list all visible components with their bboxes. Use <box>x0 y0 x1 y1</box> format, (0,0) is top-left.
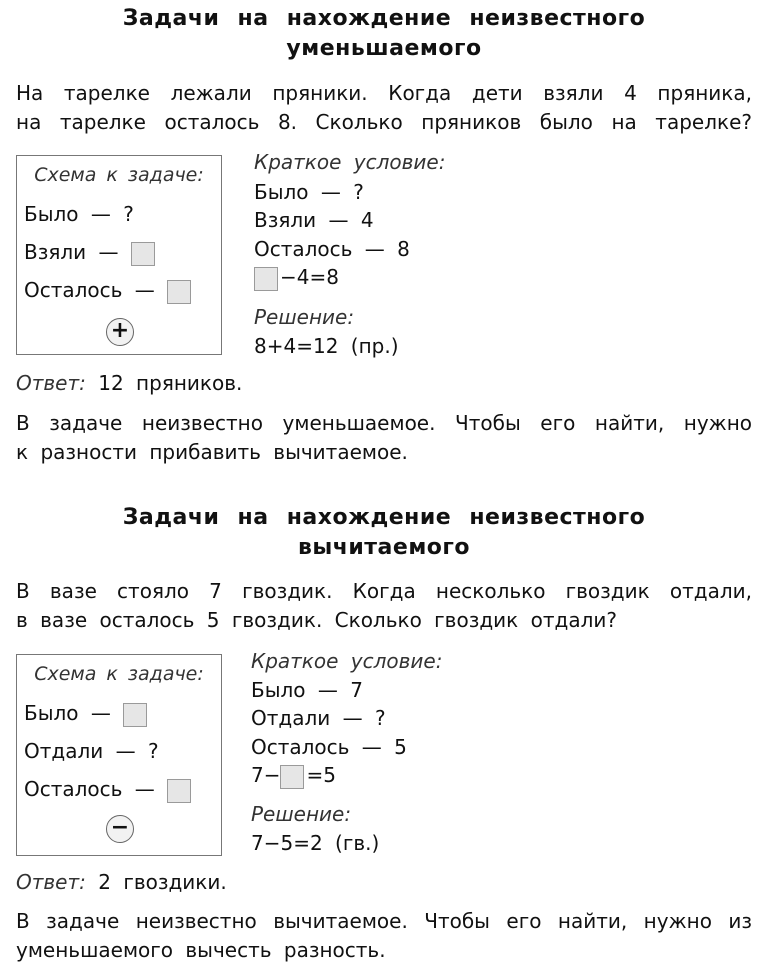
section2-title <box>0 503 768 563</box>
section2-scheme-row-was: Было — <box>24 701 147 727</box>
section1-rule-line2: к разности прибавить вычитаемое. <box>16 440 408 464</box>
unknown-square <box>131 242 155 266</box>
section1-rule-line1: В задаче неизвестно уменьшаемое. Чтобы его найти, нужно <box>16 411 752 435</box>
section2-rule <box>16 907 752 965</box>
section2-scheme-box <box>16 654 222 856</box>
section1-short-line1: Было — ? <box>254 180 364 204</box>
section1-problem-line2: на тарелке осталось 8. Сколько пряников было на тарелке? <box>16 110 752 134</box>
section2-scheme-row-left: Осталось — <box>24 777 191 803</box>
section2-rule-line2: уменьшаемого вычесть разность. <box>16 938 386 962</box>
unknown-square <box>167 779 191 803</box>
unknown-square <box>123 703 147 727</box>
section1-equation: −4=8 <box>254 265 339 291</box>
section2-short-line1: Было — 7 <box>251 678 363 702</box>
section1-problem <box>16 79 752 137</box>
minus-icon: − <box>106 815 134 843</box>
section1-problem-line1: На тарелке лежали пряники. Когда дети взяли 4 пряника, <box>16 81 752 105</box>
plus-icon: + <box>106 318 134 346</box>
section1-rule <box>16 409 752 467</box>
section2-problem-line1: В вазе стояло 7 гвоздик. Когда несколько гвоздик отдали, <box>16 579 752 603</box>
section1-solution-line: 8+4=12 (пр.) <box>254 334 399 358</box>
unknown-square <box>167 280 191 304</box>
section1-title <box>0 4 768 64</box>
section2-short-title: Краткое условие: <box>251 649 443 673</box>
section2-short-line3: Осталось — 5 <box>251 735 407 759</box>
section2-problem-line2: в вазе осталось 5 гвоздик. Сколько гвоздик отдали? <box>16 608 617 632</box>
section2-scheme-title: Схема к задаче: <box>34 663 204 685</box>
unknown-square <box>280 765 304 789</box>
section2-answer-text: 2 гвоздики. <box>98 870 227 894</box>
section2-scheme-row-given: Отдали — ? <box>24 739 159 763</box>
section1-short-line2: Взяли — 4 <box>254 208 374 232</box>
section2-short-line2: Отдали — ? <box>251 706 386 730</box>
section2-answer-label: Ответ: <box>16 870 86 894</box>
section2-answer <box>16 870 227 894</box>
section1-title-line1: Задачи на нахождение неизвестного <box>122 6 646 31</box>
unknown-square <box>254 267 278 291</box>
section1-scheme-row-left: Осталось — <box>24 278 191 304</box>
section2-solution-title: Решение: <box>251 802 352 826</box>
section1-answer-label: Ответ: <box>16 371 86 395</box>
section1-solution-title: Решение: <box>254 305 355 329</box>
section1-short-title: Краткое условие: <box>254 150 446 174</box>
section2-equation: 7− =5 <box>251 763 336 787</box>
section1-title-line2: уменьшаемого <box>286 36 482 61</box>
section1-scheme-row-taken: Взяли — <box>24 240 155 266</box>
section1-answer-text: 12 пряников. <box>98 371 243 395</box>
section2-solution-line: 7−5=2 (гв.) <box>251 831 380 855</box>
section2-title-line2: вычитаемого <box>297 535 471 560</box>
section1-scheme-title: Схема к задаче: <box>34 164 204 186</box>
section1-answer <box>16 371 242 395</box>
section1-scheme-box <box>16 155 222 355</box>
section2-problem <box>16 577 752 635</box>
section1-short-line3: Осталось — 8 <box>254 237 410 261</box>
section2-title-line1: Задачи на нахождение неизвестного <box>122 505 646 530</box>
section1-scheme-row-was: Было — ? <box>24 202 134 226</box>
section2-rule-line1: В задаче неизвестно вычитаемое. Чтобы его найти, нужно из <box>16 909 752 933</box>
